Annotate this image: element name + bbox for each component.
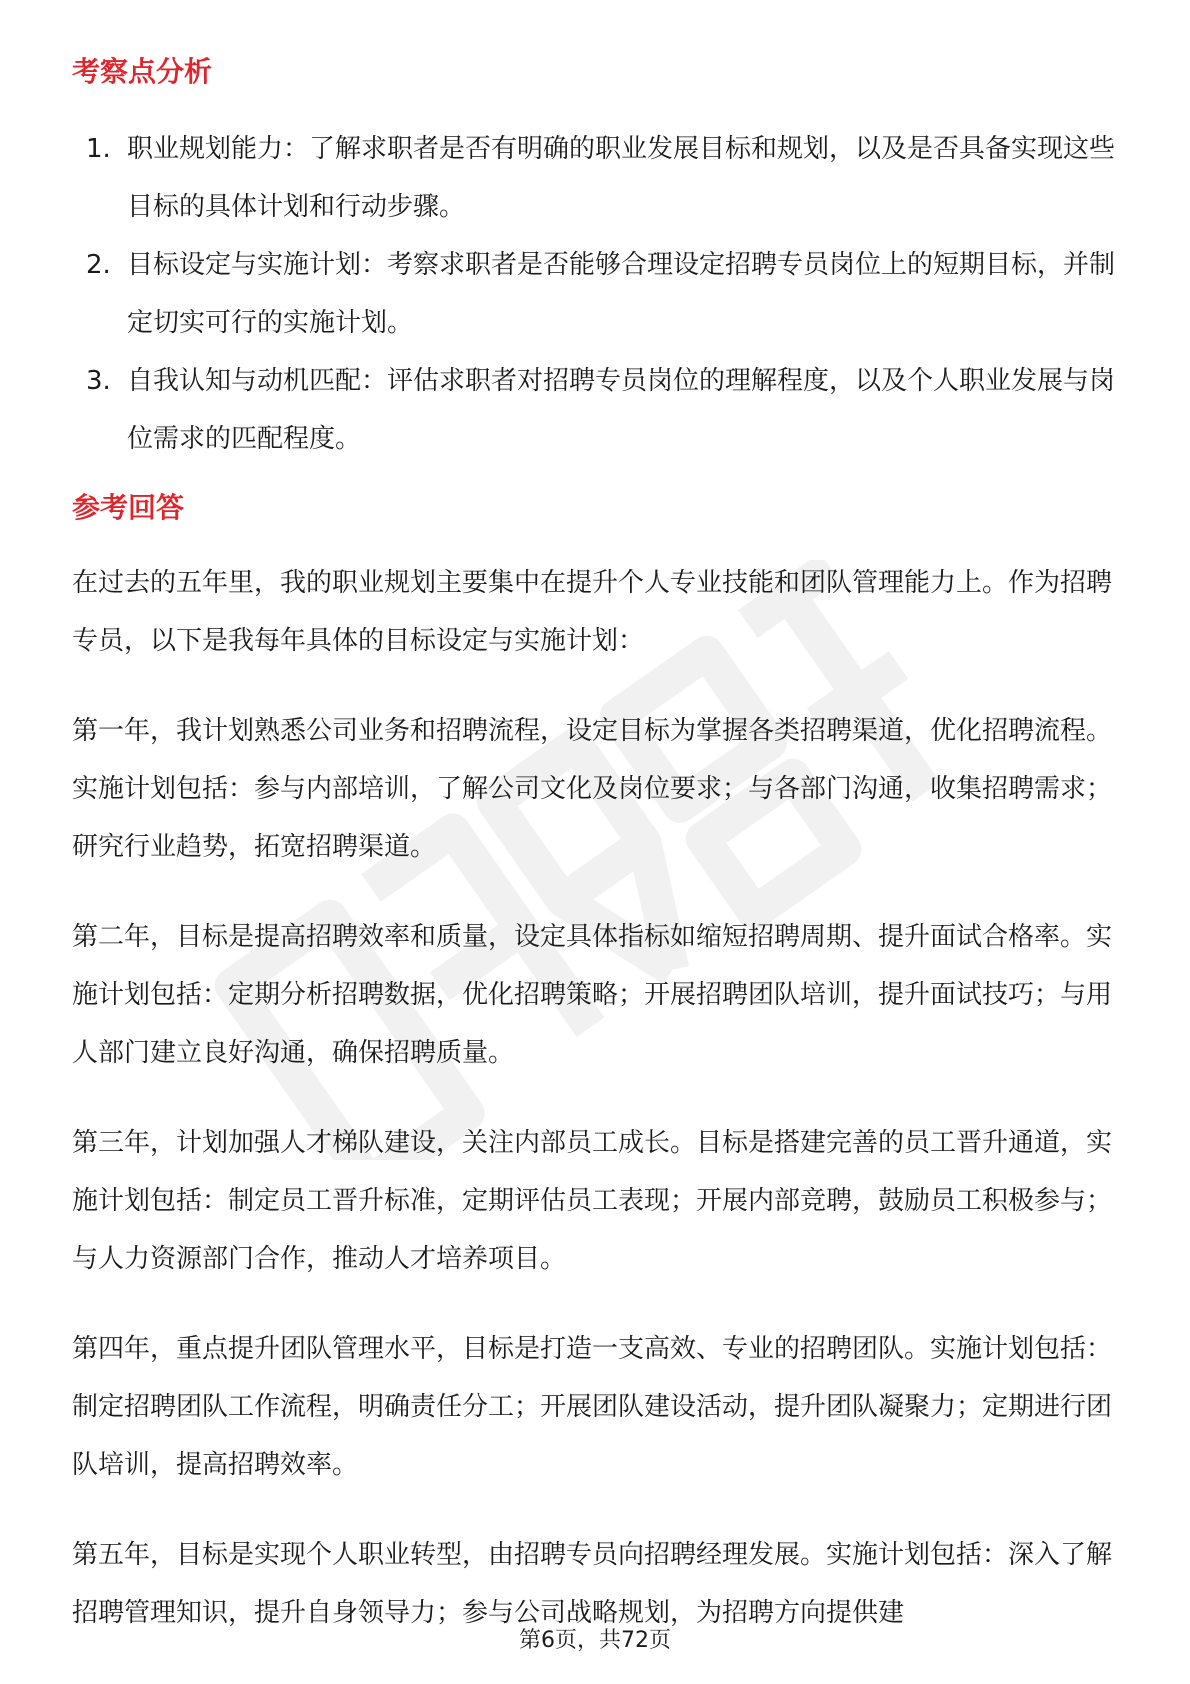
answer-paragraph: 第三年，计划加强人才梯队建设，关注内部员工成长。目标是搭建完善的员工晋升通道，实施计划包括：制定员工晋升标准，定期评估员工表现；开展内部竞聘，鼓励员工积极参与；与人力资源部门合作，推动人才培养项目。 (72, 1128, 1113, 1274)
analysis-list (72, 120, 1122, 468)
answer-paragraph: 在过去的五年里，我的职业规划主要集中在提升个人专业技能和团队管理能力上。作为招聘专员，以下是我每年具体的目标设定与实施计划： (72, 568, 1113, 656)
list-item (72, 120, 1122, 236)
answer-paragraph: 第一年，我计划熟悉公司业务和招聘流程，设定目标为掌握各类招聘渠道，优化招聘流程。实施计划包括：参与内部培训，了解公司文化及岗位要求；与各部门沟通，收集招聘需求；研究行业趋势，拓宽招聘渠道。 (72, 716, 1113, 862)
list-item-number: 3. (86, 366, 111, 396)
list-item-text: 职业规划能力：了解求职者是否有明确的职业发展目标和规划，以及是否具备实现这些目标的具体计划和行动步骤。 (127, 134, 1116, 222)
main-content (72, 48, 1122, 1642)
list-item-text: 自我认知与动机匹配：评估求职者对招聘专员岗位的理解程度，以及个人职业发展与岗位需求的匹配程度。 (127, 366, 1116, 454)
analysis-heading: 考察点分析 (72, 55, 213, 88)
answer-paragraph: 第二年，目标是提高招聘效率和质量，设定具体指标如缩短招聘周期、提升面试合格率。实施计划包括：定期分析招聘数据，优化招聘策略；开展招聘团队培训，提升面试技巧；与用人部门建立良好沟通，确保招聘质量。 (72, 922, 1113, 1068)
list-item-number: 2. (86, 250, 111, 280)
answer-paragraph: 第五年，目标是实现个人职业转型，由招聘专员向招聘经理发展。实施计划包括：深入了解招聘管理知识，提升自身领导力；参与公司战略规划，为招聘方向提供建 (72, 1540, 1113, 1628)
answer-paragraph: 第四年，重点提升团队管理水平，目标是打造一支高效、专业的招聘团队。实施计划包括：制定招聘团队工作流程，明确责任分工；开展团队建设活动，提升团队凝聚力；定期进行团队培训，提高招聘效率。 (72, 1334, 1113, 1480)
page-number: 第6页，共72页 (519, 1628, 671, 1653)
list-item (72, 236, 1122, 352)
list-item-number: 1. (86, 134, 111, 164)
list-item-text: 目标设定与实施计划：考察求职者是否能够合理设定招聘专员岗位上的短期目标，并制定切实可行的实施计划。 (127, 250, 1116, 338)
list-item (72, 352, 1122, 468)
answer-heading: 参考回答 (72, 491, 185, 524)
